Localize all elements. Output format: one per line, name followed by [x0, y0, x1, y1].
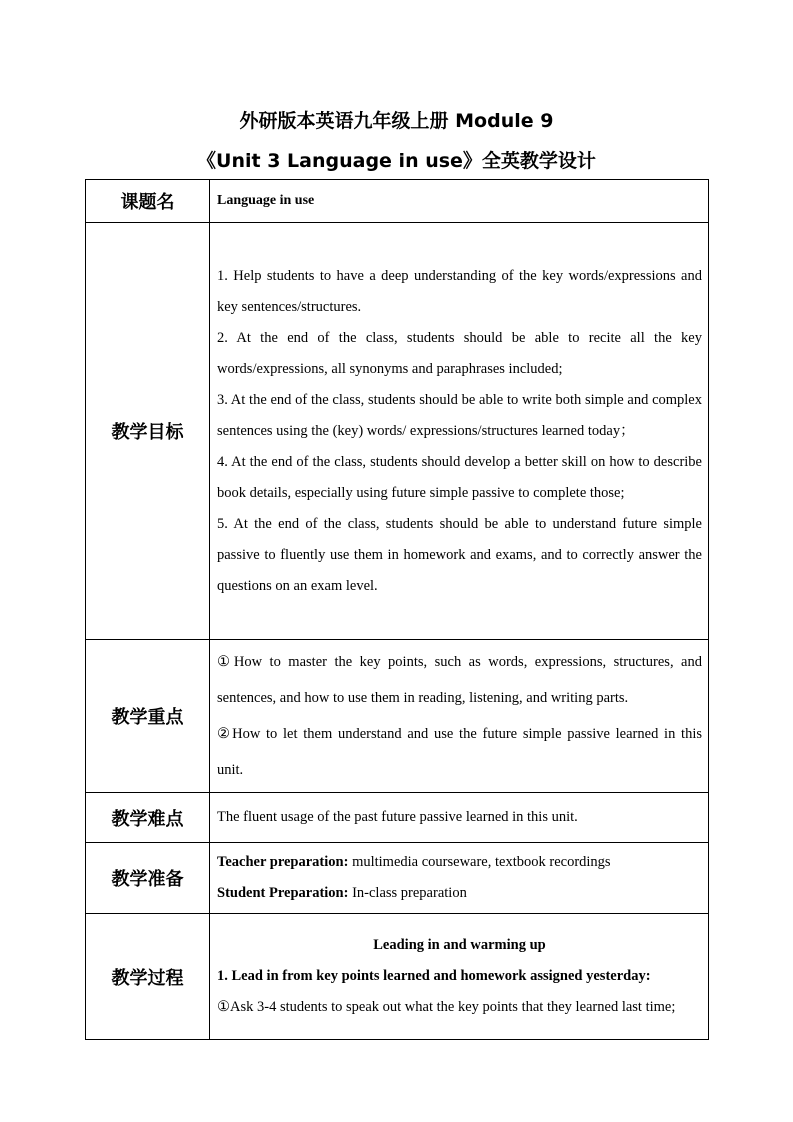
preparation-label: 教学准备 — [86, 843, 210, 914]
topic-value: Language in use — [210, 180, 709, 223]
lesson-plan-table — [85, 179, 709, 1040]
student-preparation — [217, 878, 702, 909]
key-points-content — [210, 640, 709, 793]
objective-item: 5. At the end of the class, students should be able to understand future simple passive to fluently use them in homework and exams, and to correctly answer the questions on an exam level. — [217, 515, 702, 594]
table-row-objectives — [86, 223, 709, 640]
objective-item: 1. Help students to have a deep understanding of the key words/expressions and key sentences/structures. — [217, 267, 702, 315]
document-title: 外研版本英语九年级上册 Module 9 — [239, 110, 554, 132]
objective-item: 2. At the end of the class, students should be able to recite all the key words/expressions, all synonyms and paraphrases included; — [217, 329, 702, 377]
difficulties-value: The fluent usage of the past future passive learned in this unit. — [210, 793, 709, 843]
teacher-preparation-label: Teacher preparation: — [217, 854, 349, 870]
objectives-label: 教学目标 — [86, 223, 210, 640]
objectives-content — [210, 223, 709, 640]
document-subtitle: 《Unit 3 Language in use》全英教学设计 — [197, 150, 596, 172]
process-heading: Leading in and warming up — [373, 937, 546, 953]
process-step-item: ①Ask 3-4 students to speak out what the key points that they learned last time; — [217, 999, 676, 1015]
objective-item: 4. At the end of the class, students should develop a better skill on how to describe book details, especially using future simple passive to complete those; — [217, 453, 702, 501]
difficulties-label: 教学难点 — [86, 793, 210, 843]
preparation-content — [210, 843, 709, 914]
process-step: 1. Lead in from key points learned and homework assigned yesterday: — [217, 968, 651, 984]
key-point-item: ①How to master the key points, such as words, expressions, structures, and sentences, and how to use them in reading, listening, and writing parts. — [217, 654, 702, 706]
topic-label: 课题名 — [86, 180, 210, 223]
table-row-process — [86, 914, 709, 1040]
teacher-preparation — [217, 847, 702, 878]
key-points-label: 教学重点 — [86, 640, 210, 793]
table-row-topic — [86, 180, 709, 223]
key-point-item: ②How to let them understand and use the future simple passive learned in this unit. — [217, 726, 702, 778]
table-row-preparation — [86, 843, 709, 914]
process-content — [210, 914, 709, 1040]
student-preparation-label: Student Preparation: — [217, 885, 349, 901]
process-label: 教学过程 — [86, 914, 210, 1040]
table-row-key-points — [86, 640, 709, 793]
teacher-preparation-value: multimedia courseware, textbook recordings — [348, 854, 611, 870]
table-row-difficulties — [86, 793, 709, 843]
objective-item: 3. At the end of the class, students should be able to write both simple and complex sentences using the (key) words/ expressions/structures learned today； — [217, 391, 702, 439]
student-preparation-value: In-class preparation — [348, 885, 467, 901]
